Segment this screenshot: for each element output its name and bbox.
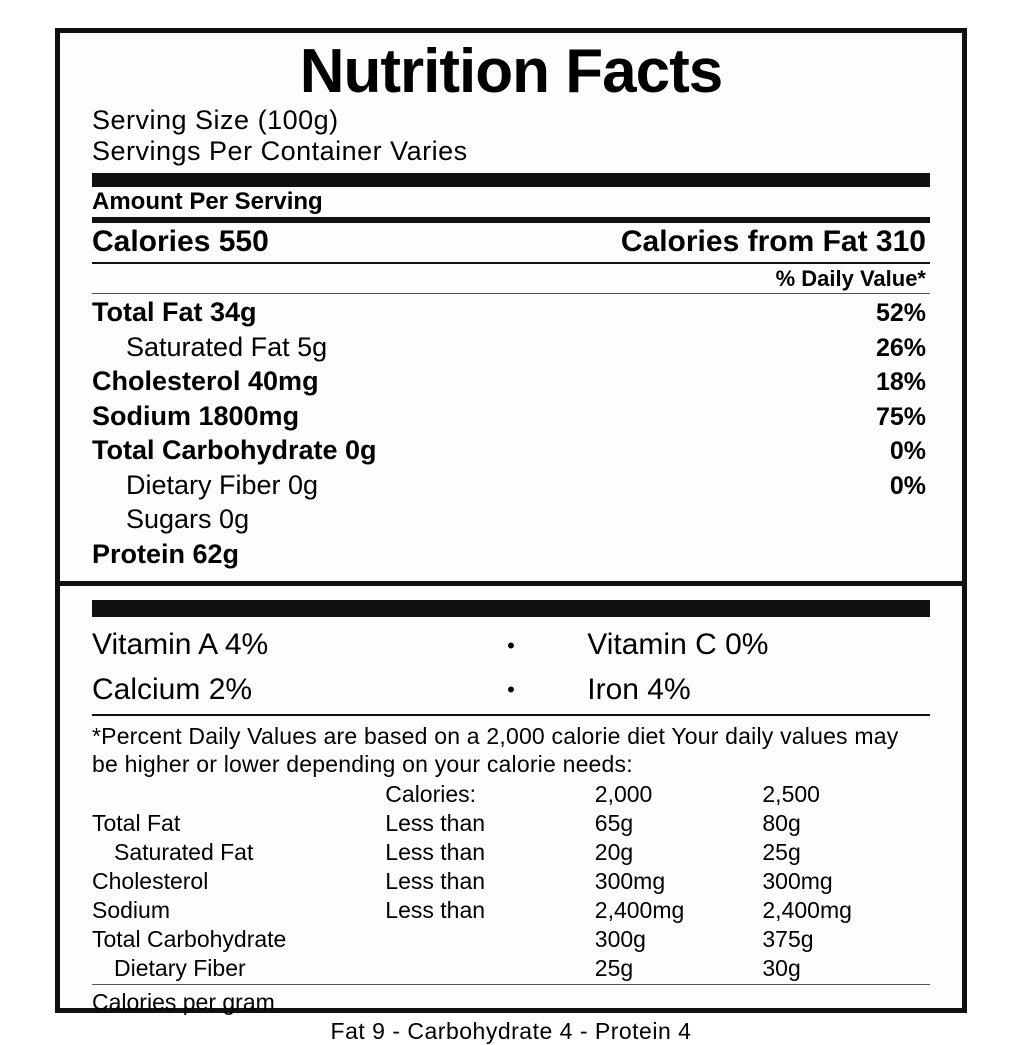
nutrient-name: Protein 62g [92, 538, 240, 569]
vitamin-right: Iron 4% [587, 672, 691, 706]
dv-table-cell: Saturated Fat [114, 839, 254, 866]
dv-table-cell: Less than [385, 897, 486, 924]
dv-table-header-cell: Calories: [385, 781, 477, 808]
nutrient-name: Sugars 0g [126, 504, 250, 535]
nutrient-daily-value: 26% [875, 333, 926, 362]
dv-table-cell: 20g [594, 839, 634, 866]
nutrient-row [92, 399, 930, 434]
vitamin-list [92, 623, 930, 712]
nutrient-daily-value: 0% [889, 471, 926, 500]
dv-table-cell [385, 925, 595, 954]
dv-table-header-cell [92, 780, 385, 809]
dv-table-row [92, 867, 930, 896]
label-upper-block [60, 37, 962, 571]
vitamin-right: Vitamin C 0% [587, 628, 769, 662]
dv-table-cell: 30g [762, 955, 801, 982]
daily-values-table [92, 780, 930, 983]
vitamin-left: Vitamin A 4% [92, 628, 269, 662]
dv-table-cell: Total Carbohydrate [92, 926, 287, 953]
dv-table-cell: Dietary Fiber [114, 955, 246, 982]
dv-table-row [92, 896, 930, 925]
nutrient-name: Sodium 1800mg [92, 400, 300, 431]
page-title: Nutrition Facts [299, 37, 723, 106]
nutrition-facts-label [55, 28, 967, 1045]
daily-value-footnote: *Percent Daily Values are based on a 2,000 calorie diet Your daily values may be higher or lower depending on your calorie needs: [92, 723, 899, 778]
dv-table-row [92, 838, 930, 867]
divider-hair-dv [92, 293, 930, 294]
dv-table-cell: Cholesterol [92, 868, 209, 895]
nutrient-list [92, 295, 930, 571]
bullet-separator-icon: • [507, 632, 515, 658]
vitamin-row [92, 668, 930, 713]
nutrient-daily-value: 0% [889, 437, 926, 466]
dv-table-cell: 25g [594, 955, 634, 982]
calories-row [92, 225, 930, 260]
divider-thin-footnote [92, 714, 930, 716]
divider-medium [92, 217, 930, 223]
dv-table-cell: 300mg [594, 868, 666, 895]
dv-table-cell: Total Fat [92, 810, 181, 837]
vitamin-row [92, 623, 930, 668]
dv-table-row [92, 954, 930, 983]
dv-table-header-cell: 2,000 [594, 781, 653, 808]
dv-table-cell: Sodium [92, 897, 170, 924]
dv-table-cell: Less than [385, 868, 486, 895]
vitamin-left: Calcium 2% [92, 672, 253, 706]
nutrient-row [92, 502, 930, 537]
nutrient-row [92, 537, 930, 572]
nutrient-row [92, 330, 930, 365]
dv-table-cell: Less than [385, 810, 486, 837]
nutrient-row [92, 295, 930, 330]
nutrient-name: Cholesterol 40mg [92, 366, 319, 397]
dv-table-cell: 300mg [762, 868, 833, 895]
dv-table-row [92, 809, 930, 838]
amount-per-serving: Amount Per Serving [92, 188, 323, 216]
calories-label: Calories 550 [92, 225, 269, 259]
calories-from-fat: Calories from Fat 310 [620, 225, 926, 259]
dv-table-cell: 300g [594, 926, 646, 953]
dv-table-cell: 2,400mg [762, 897, 852, 924]
nutrient-daily-value: 75% [875, 402, 926, 431]
dv-table-row [92, 925, 930, 954]
bullet-separator-icon: • [507, 677, 515, 703]
nutrient-row [92, 468, 930, 503]
nutrient-name: Total Carbohydrate 0g [92, 435, 377, 466]
dv-table-cell: Less than [385, 839, 486, 866]
dv-table-cell: 80g [762, 810, 801, 837]
dv-table-cell: 25g [762, 839, 801, 866]
servings-per-container: Servings Per Container Varies [92, 136, 468, 167]
dv-table-cell: 2,400mg [594, 897, 685, 924]
divider-thick-top [92, 173, 930, 187]
divider-thin-calories [92, 262, 930, 264]
serving-size: Serving Size (100g) [92, 105, 339, 135]
vitamin-separator-bar [92, 600, 930, 617]
nutrient-name: Dietary Fiber 0g [126, 469, 319, 500]
nutrient-daily-value: 18% [875, 368, 926, 397]
nutrient-row [92, 364, 930, 399]
label-lower-block [60, 600, 962, 1045]
dv-table-cell: 65g [594, 810, 634, 837]
block-divider [60, 581, 962, 586]
calories-per-gram-values: Fat 9 - Carbohydrate 4 - Protein 4 [330, 1018, 692, 1045]
nutrient-daily-value: 52% [875, 298, 926, 327]
dv-table-cell: 375g [762, 926, 814, 953]
nutrient-row [92, 433, 930, 468]
nutrient-name: Saturated Fat 5g [126, 331, 328, 362]
divider-hair-cpg [92, 984, 930, 985]
calories-per-gram-label: Calories per gram [92, 989, 275, 1016]
dv-table-header-row [92, 780, 930, 809]
nutrient-name: Total Fat 34g [92, 296, 257, 327]
dv-table-cell [385, 954, 595, 983]
dv-table-header-cell: 2,500 [762, 781, 820, 808]
daily-value-header: % Daily Value* [775, 265, 926, 291]
